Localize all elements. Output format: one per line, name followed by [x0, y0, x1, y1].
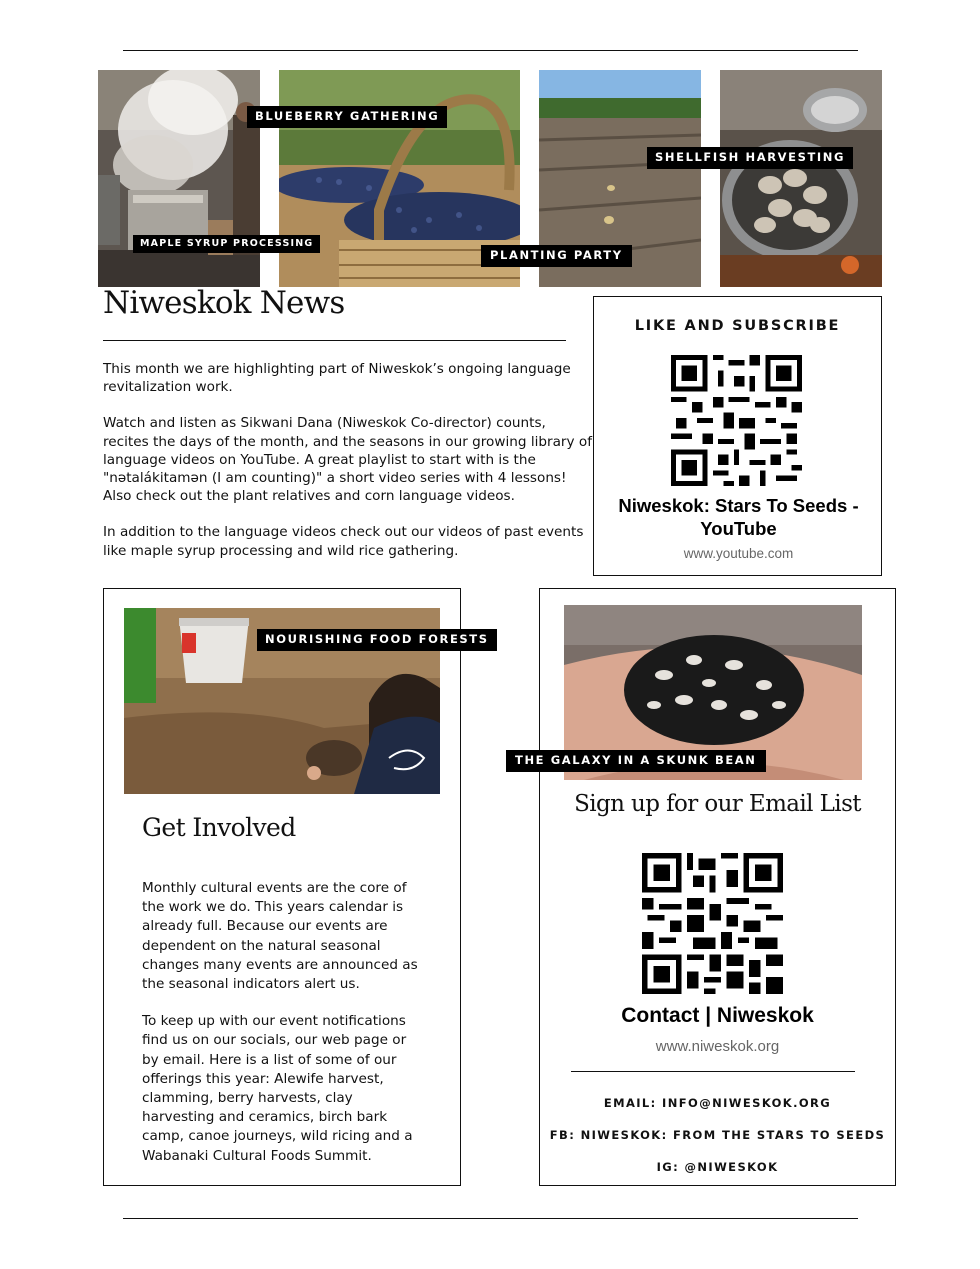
youtube-link-url[interactable]: www.youtube.com — [683, 546, 794, 561]
get-involved-title: Get Involved — [142, 813, 296, 842]
contact-email[interactable]: EMAIL: INFO@NIWESKOK.ORG — [603, 1096, 832, 1110]
news-paragraph: This month we are highlighting part of Niweskok’s ongoing language revitalization work. — [103, 361, 571, 396]
youtube-qr-code[interactable] — [671, 355, 802, 486]
contact-instagram[interactable]: IG: @NIWESKOK — [656, 1160, 779, 1174]
tag-nourishing-food-forests: NOURISHING FOOD FORESTS — [257, 629, 497, 651]
tag-galaxy-skunk-bean: THE GALAXY IN A SKUNK BEAN — [506, 750, 766, 772]
contact-facebook[interactable]: FB: NIWESKOK: FROM THE STARS TO SEEDS — [549, 1128, 886, 1142]
website-link-title[interactable]: Contact | Niweskok — [621, 1004, 814, 1027]
top-rule — [123, 50, 858, 51]
tag-maple-syrup-processing: MAPLE SYRUP PROCESSING — [133, 235, 320, 253]
contact-divider — [571, 1071, 855, 1072]
subscribe-heading: LIKE AND SUBSCRIBE — [634, 318, 841, 334]
news-title: Niweskok News — [103, 285, 345, 321]
subscribe-box — [593, 296, 882, 576]
tag-planting-party: PLANTING PARTY — [481, 245, 632, 267]
shellfish-photo — [720, 70, 882, 287]
get-involved-box — [103, 588, 461, 1186]
news-title-rule — [103, 340, 566, 341]
news-paragraph: In addition to the language videos check out our videos of past events like maple syrup processing and wild rice gathering. — [103, 524, 584, 559]
bottom-rule — [123, 1218, 858, 1219]
get-involved-paragraph: Monthly cultural events are the core of the work we do. This years calendar is already full. Because our events are dependent on the natural seasonal changes many events are announced as the seasonal indicators alert us. — [142, 880, 418, 993]
email-list-title: Sign up for our Email List — [574, 791, 861, 817]
get-involved-paragraph: To keep up with our event notifications find us on our socials, our web page or by email. Here is a list of some of our offerings this year: Alewife harvest, clamming, berry harvests, clay harvesting and ceramics, birch bark camp, canoe journeys, wild ricing and a Wabanaki Cultural Foods Summit. — [142, 1013, 413, 1164]
youtube-link-title[interactable]: Niweskok: Stars To Seeds - YouTube — [618, 495, 859, 539]
website-link-url[interactable]: www.niweskok.org — [655, 1038, 780, 1055]
get-involved-body — [142, 879, 422, 1166]
maple-syrup-photo — [98, 70, 260, 287]
tag-shellfish-harvesting: SHELLFISH HARVESTING — [647, 147, 853, 169]
news-body — [103, 360, 593, 560]
website-qr-code[interactable] — [642, 853, 783, 994]
tag-blueberry-gathering: BLUEBERRY GATHERING — [247, 106, 447, 128]
news-paragraph: Watch and listen as Sikwani Dana (Niweskok Co-director) counts, recites the days of the month, and the seasons in our growing library of language videos on YouTube. A great playlist to start with is the "nətalákitamən (I am counting)" a short video series with 4 lessons! Also check out the plant relatives and corn language videos. — [103, 415, 592, 505]
email-list-box — [539, 588, 896, 1186]
